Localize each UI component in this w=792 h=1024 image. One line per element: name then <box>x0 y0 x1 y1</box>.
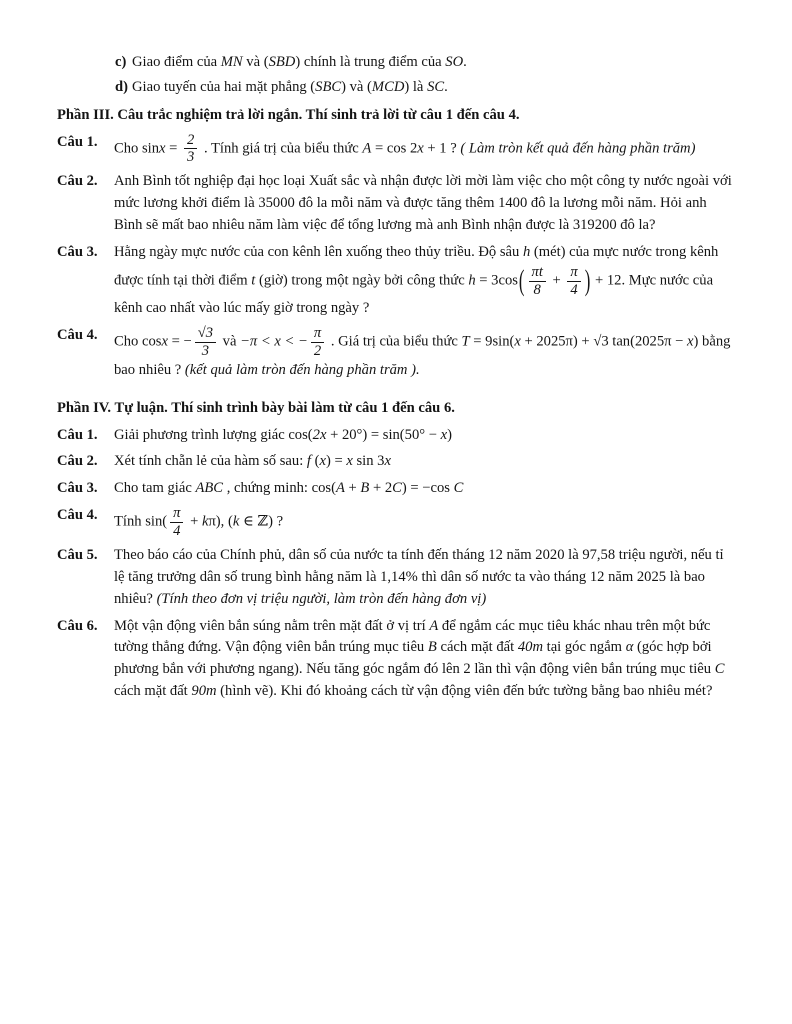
fraction <box>181 132 200 167</box>
body-text: + 1 ? <box>423 140 461 157</box>
body-text: = − <box>167 333 192 350</box>
item-label: d) <box>115 78 128 95</box>
item-label: Câu 1. <box>57 133 98 150</box>
fraction <box>167 505 186 540</box>
statement-c <box>57 52 735 74</box>
math-expression: B <box>427 639 437 656</box>
body-text: ) <box>447 426 452 443</box>
part3-question-1 <box>57 132 735 167</box>
document-body <box>57 52 735 703</box>
body-text: = 3cos <box>475 272 518 289</box>
body-text: (góc hợp bởi phương bắn với phương ngang). Nếu tăng góc ngắm đó lên 2 lần thì vận động viên bắn trúng mục tiêu <box>114 639 715 678</box>
part4-question-1 <box>57 425 735 447</box>
math-expression: f <box>306 453 311 470</box>
body-text: cách mặt đất <box>436 639 518 656</box>
body-text: Xét tính chẵn lẻ của hàm số sau: <box>114 453 307 470</box>
body-text: + <box>344 480 361 497</box>
part3-question-3 <box>57 242 735 320</box>
italic-note: (Tính theo đơn vị triệu người, làm tròn đến hàng đơn vị) <box>156 590 487 607</box>
item-label: Câu 3. <box>57 480 98 497</box>
math-expression: T <box>461 333 470 350</box>
math-expression: C <box>392 480 402 497</box>
part4-question-5 <box>57 545 735 611</box>
body-text: Một vận động viên bắn súng nằm trên mặt đất ở vị trí <box>114 617 430 634</box>
math-expression: h <box>468 272 476 289</box>
fraction-numerator: √3 <box>197 325 213 342</box>
math-expression: x <box>346 453 353 470</box>
body-text: + 2025π) + √3 tan(2025π − <box>520 333 688 350</box>
math-expression: ABC <box>195 480 224 497</box>
body-text: Giao điểm của <box>132 54 221 70</box>
part3-question-2 <box>57 171 735 237</box>
part3-question-4 <box>57 325 735 381</box>
math-expression: A <box>362 140 372 157</box>
section-heading-part-3 <box>57 105 735 127</box>
math-expression: SO <box>445 54 464 70</box>
body-text: ) chính là trung điểm của <box>295 54 446 70</box>
body-text: và ( <box>242 54 269 70</box>
body-text: Giao tuyến của hai mặt phẳng ( <box>132 78 316 95</box>
body-text: ) là <box>404 78 428 95</box>
math-expression: h <box>522 243 531 260</box>
math-expression: 2x <box>312 426 327 443</box>
body-text: + 2 <box>369 480 393 497</box>
item-label: Câu 4. <box>57 507 98 524</box>
big-paren: ) <box>584 264 591 298</box>
fraction-denominator: 3 <box>195 342 216 360</box>
item-label: Câu 3. <box>57 243 98 260</box>
fraction-denominator: 3 <box>184 148 197 166</box>
fraction-denominator: 4 <box>567 281 580 299</box>
math-expression: t <box>251 272 256 289</box>
math-expression: A <box>429 617 439 634</box>
body-text: ) và ( <box>341 78 372 95</box>
italic-note: ( Làm tròn kết quả đến hàng phần trăm) <box>460 140 696 157</box>
body-text: Tính sin( <box>114 513 168 530</box>
fraction-numerator: π <box>173 505 181 522</box>
italic-note: (kết quả làm tròn đến hàng phần trăm ). <box>184 361 420 378</box>
body-text: ) bằng bao nhiêu ? <box>114 333 731 378</box>
body-text: Theo báo cáo của Chính phủ, dân số của nước ta tính đến tháng 12 năm 2020 là 97,58 triệu người, nếu tỉ lệ tăng trưởng dân số trung bình hằng năm là 1,14% thì dân số nước ta vào tháng 12 năm 2025 là bao nhiêu? <box>114 546 724 607</box>
body-text: ) = −cos <box>401 480 454 497</box>
item-label: Câu 1. <box>57 426 98 443</box>
math-expression: 90m <box>191 683 217 700</box>
item-label: c) <box>115 54 127 70</box>
body-text: tại góc ngắm <box>543 639 626 656</box>
math-expression: −π < x < − <box>240 333 308 350</box>
math-expression: x <box>159 140 166 157</box>
part4-question-3 <box>57 478 735 500</box>
math-expression: MCD <box>371 78 405 95</box>
math-expression: x <box>440 426 448 443</box>
math-expression: SBC <box>315 78 342 95</box>
body-text: . <box>444 78 448 95</box>
fraction <box>192 325 219 360</box>
part4-question-2 <box>57 451 735 473</box>
body-text: + 12. Mực nước của kênh cao nhất vào lúc mấy giờ trong ngày ? <box>114 272 714 317</box>
fraction-denominator: 4 <box>170 522 183 540</box>
math-expression: x <box>417 140 424 157</box>
fraction-numerator: 2 <box>187 131 195 148</box>
body-text: Anh Bình tốt nghiệp đại học loại Xuất sắc và nhận được lời mời làm việc cho một công ty nước ngoài với mức lương khởi điểm là 35000 đô la mỗi năm và được tăng thêm 1400 đô la lương mỗi năm. Hỏi anh Bình sẽ mất bao nhiêu năm làm việc để tổng lương mà anh Bình nhận được là 319200 đô la? <box>114 173 732 234</box>
body-text: sin 3 <box>352 453 385 470</box>
item-label: Câu 5. <box>57 546 98 563</box>
body-text: = 9sin( <box>469 333 515 350</box>
body-text: . Giá trị của biểu thức <box>327 333 462 350</box>
math-expression: MN <box>220 54 243 70</box>
math-expression: 40m <box>517 639 543 656</box>
item-label: Câu 4. <box>57 327 98 344</box>
body-text: + <box>186 513 202 530</box>
body-text: = cos 2 <box>371 140 418 157</box>
body-text: (mét) của mực nước trong kênh được tính tại thời điểm <box>114 243 719 289</box>
math-expression: SBD <box>268 54 296 70</box>
body-text: Cho sin <box>114 140 160 157</box>
section-heading-part-4 <box>57 398 735 420</box>
fraction-denominator: 2 <box>311 342 324 360</box>
fraction-numerator: πt <box>531 263 543 280</box>
body-text: để ngắm các mục tiêu khác nhau trên một bức tường thẳng đứng. Vận động viên bắn trúng mục tiêu <box>114 617 711 656</box>
body-text: (giờ) trong một ngày bởi công thức <box>255 272 469 289</box>
heading-text: Phần IV. Tự luận. Thí sinh trình bày bài làm từ câu 1 đến câu 6. <box>57 399 455 416</box>
math-expression: k <box>232 513 240 530</box>
body-text: = <box>165 140 182 157</box>
math-expression: x <box>514 333 521 350</box>
body-text: cách mặt đất <box>114 683 192 700</box>
fraction <box>564 264 583 299</box>
fraction-numerator: π <box>313 325 322 342</box>
body-text: ∈ ℤ) ? <box>239 513 284 530</box>
math-expression: x <box>319 453 326 470</box>
body-text: + <box>548 272 565 289</box>
body-text: và <box>219 333 241 350</box>
body-text: Cho cos <box>114 333 162 350</box>
body-text: ( <box>310 453 320 470</box>
body-text: + 20° <box>326 426 363 443</box>
body-text: . <box>463 54 467 70</box>
heading-text: Phần III. Câu trắc nghiệm trả lời ngắn. Thí sinh trả lời từ câu 1 đến câu 4. <box>57 106 520 123</box>
big-paren: ( <box>518 264 525 298</box>
body-text: , chứng minh: cos( <box>223 480 336 497</box>
item-label: Câu 2. <box>57 173 98 190</box>
item-label: Câu 6. <box>57 617 98 634</box>
fraction-numerator: π <box>570 263 578 280</box>
part4-question-4 <box>57 505 735 540</box>
body-text: π), ( <box>208 513 233 530</box>
fraction-denominator: 8 <box>529 281 546 299</box>
math-expression: C <box>453 480 464 497</box>
fraction <box>526 264 549 299</box>
math-expression: k <box>201 513 209 530</box>
body-text: . Tính giá trị của biểu thức <box>200 140 363 157</box>
body-text: (hình vẽ). Khi đó khoảng cách từ vận động viên đến bức tường bằng bao nhiêu mét? <box>216 683 713 700</box>
body-text: 50° − <box>404 426 441 443</box>
item-label: Câu 2. <box>57 453 98 470</box>
body-text: ) = <box>325 453 347 470</box>
math-expression: A <box>335 480 345 497</box>
body-text: Giải phương trình lượng giác cos( <box>114 426 313 443</box>
math-expression: α <box>625 639 634 656</box>
math-expression: x <box>384 453 391 470</box>
body-text: Cho tam giác <box>114 480 196 497</box>
statement-d <box>57 77 735 99</box>
body-text: Hằng ngày mực nước của con kênh lên xuống theo thủy triều. Độ sâu <box>114 243 523 260</box>
fraction <box>308 325 327 360</box>
math-expression: B <box>360 480 370 497</box>
math-expression: SC <box>427 78 445 95</box>
math-expression: x <box>687 333 694 350</box>
math-expression: x <box>161 333 168 350</box>
math-expression: C <box>714 661 725 678</box>
part4-question-6 <box>57 616 735 704</box>
body-text: ) = sin( <box>362 426 405 443</box>
